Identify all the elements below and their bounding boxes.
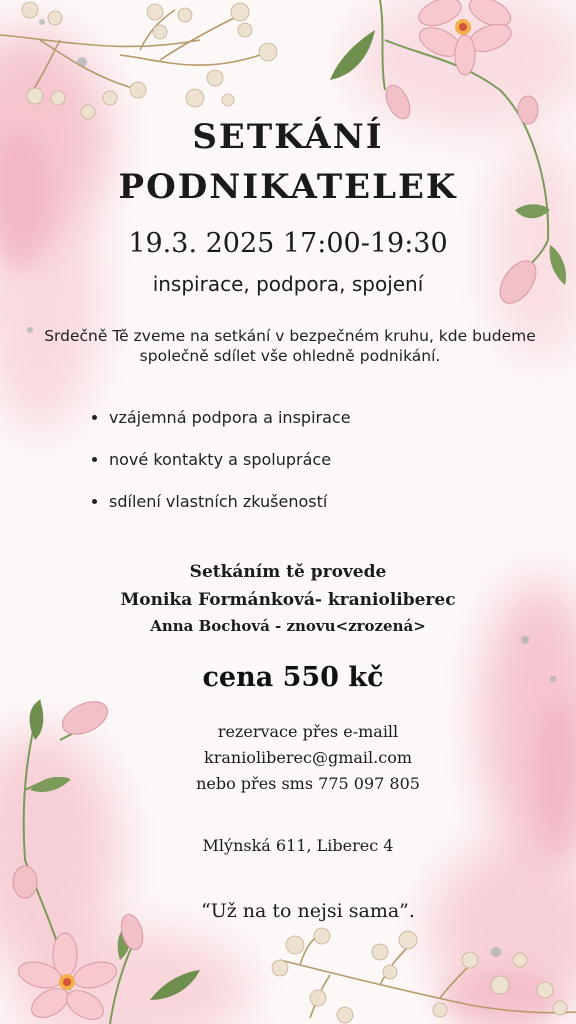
event-intro: Srdečně Tě zveme na setkání v bezpečném kruhu, kde budeme společně sdílet vše ohledně podnikání.	[44, 327, 536, 365]
page-title: SETKÁNÍ	[192, 117, 384, 157]
price-label: cena 550 kč	[202, 662, 384, 693]
list-item: sdílení vlastních zkušeností	[92, 492, 351, 534]
benefits-list	[92, 408, 351, 534]
blossom-branch-icon	[272, 928, 576, 1023]
blossom-branch-icon	[0, 2, 277, 119]
hosts-heading: Setkáním tě provede	[189, 562, 387, 582]
event-datetime: 19.3. 2025 17:00-19:30	[128, 228, 448, 259]
flower-icon	[13, 695, 200, 1024]
event-tagline: inspirace, podpora, spojení	[152, 272, 424, 296]
closing-quote: “Už na to nejsi sama”.	[201, 900, 415, 922]
sms-contact: nebo přes sms 775 097 805	[196, 774, 420, 793]
venue-address: Mlýnská 611, Liberec 4	[202, 836, 394, 855]
page-title-line2: PODNIKATELEK	[118, 167, 458, 207]
host-name: Anna Bochová - znovu<zrozená>	[150, 617, 426, 635]
list-item: vzájemná podpora a inspirace	[92, 408, 351, 450]
host-name: Monika Formánková- kranioliberec	[120, 590, 456, 610]
list-item: nové kontakty a spolupráce	[92, 450, 351, 492]
reservation-note: rezervace přes e-maill	[217, 722, 399, 741]
email-address: kranioliberec@gmail.com	[204, 748, 412, 767]
